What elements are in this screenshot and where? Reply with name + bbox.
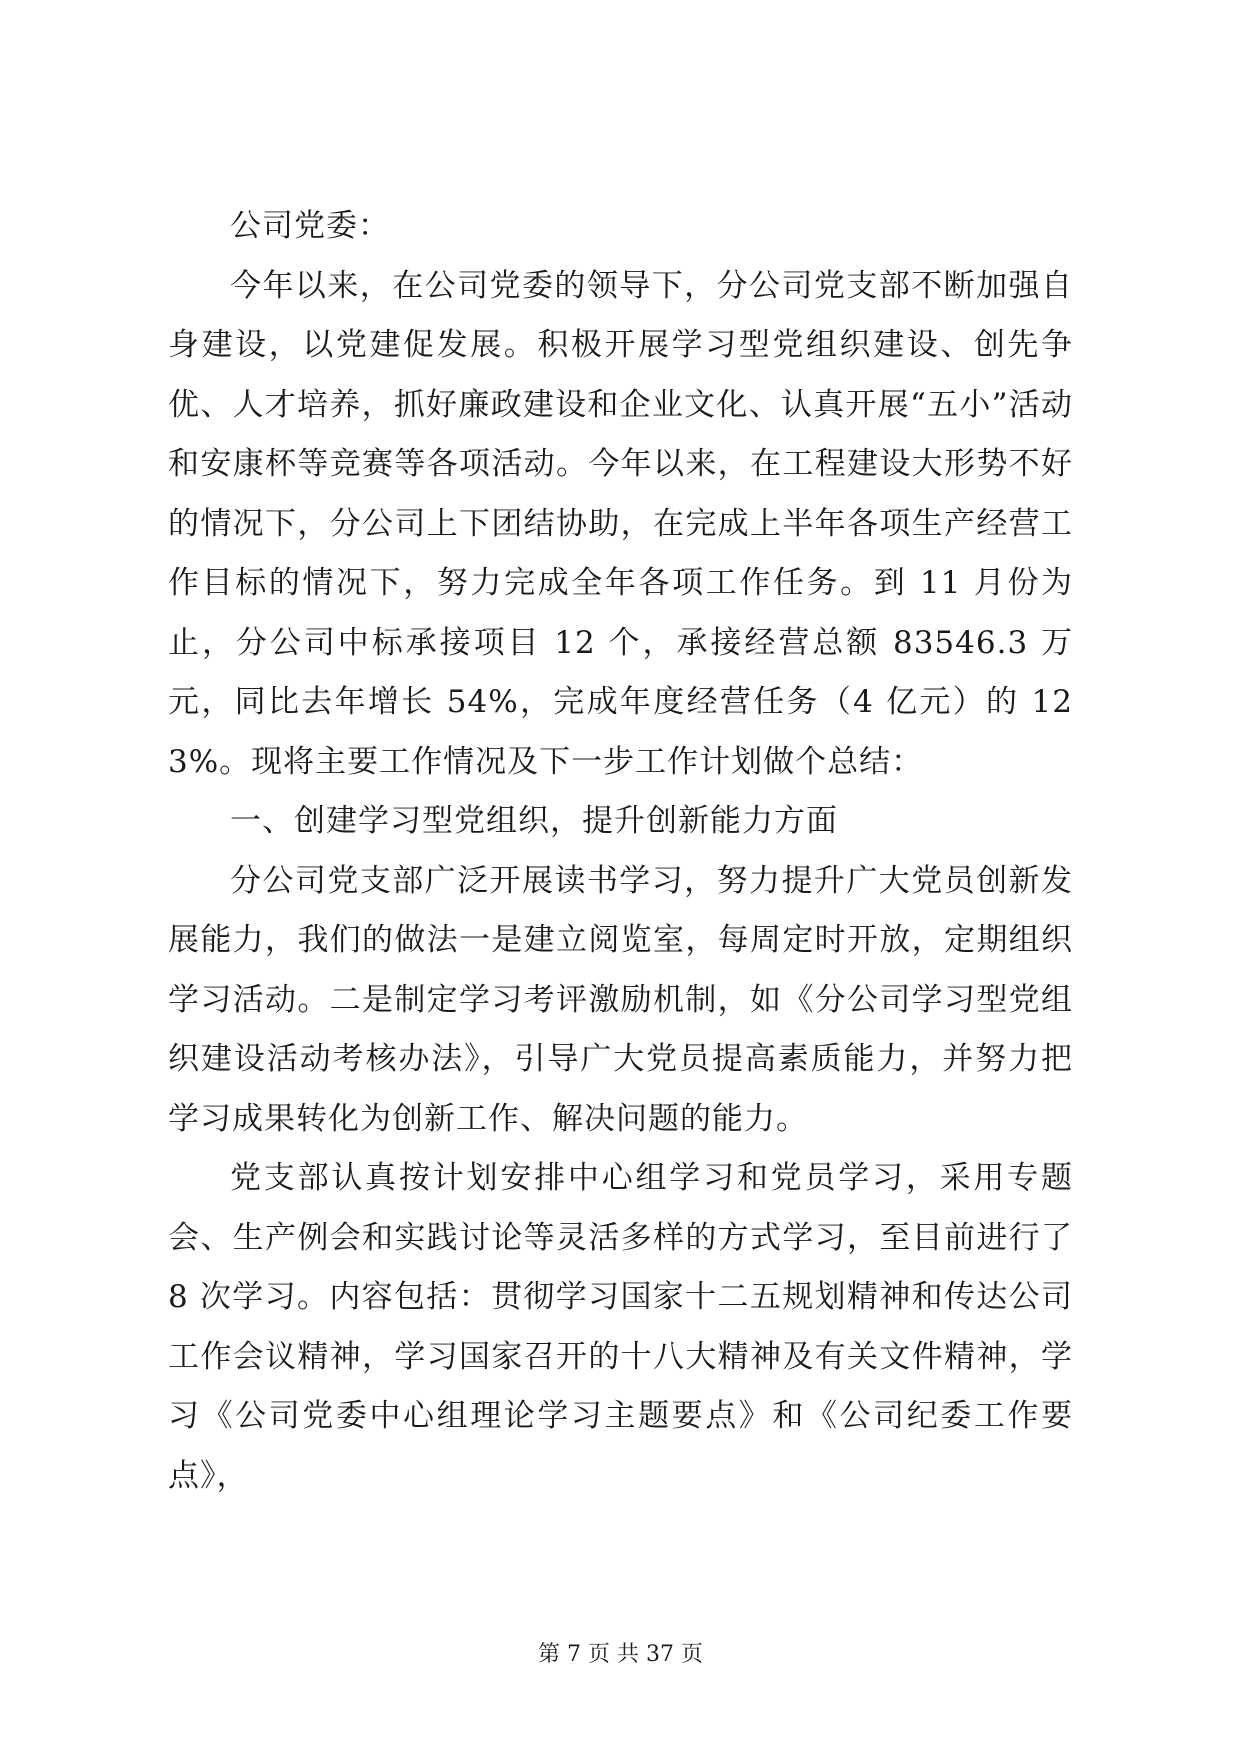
body-paragraph: 党支部认真按计划安排中心组学习和党员学习，采用专题会、生产例会和实践讨论等灵活多样的方式学习，至目前进行了 8 次学习。内容包括：贯彻学习国家十二五规划精神和传达公司工作会议精神，学习国家召开的十八大精神及有关文件精神，学习《公司党委中心组理论学习主题要点》和《公司纪委工作要点》， — [168, 1160, 1073, 1494]
section-heading: 一、创建学习型党组织，提升创新能力方面 — [230, 803, 838, 839]
page-number-footer: 第 7 页 共 37 页 — [538, 1642, 703, 1667]
salutation: 公司党委： — [230, 208, 390, 244]
body-paragraph: 分公司党支部广泛开展读书学习，努力提升广大党员创新发展能力，我们的做法一是建立阅览室，每周定时开放，定期组织学习活动。二是制定学习考评激励机制，如《分公司学习型党组织建设活动考核办法》，引导广大党员提高素质能力，并努力把学习成果转化为创新工作、解决问题的能力。 — [168, 862, 1073, 1137]
document-body — [168, 197, 1073, 1506]
intro-paragraph: 今年以来，在公司党委的领导下，分公司党支部不断加强自身建设，以党建促发展。积极开展学习型党组织建设、创先争优、人才培养，抓好廉政建设和企业文化、认真开展“五小”活动和安康杯等竞赛等各项活动。今年以来，在工程建设大形势不好的情况下，分公司上下团结协助，在完成上半年各项生产经营工作目标的情况下，努力完成全年各项工作任务。到 11 月份为止，分公司中标承接项目 12 个，承接经营总额 83546.3 万元，同比去年增长 54%，完成年度经营任务（4 亿元）的 123%。现将主要工作情况及下一步工作计划做个总结： — [168, 267, 1073, 780]
